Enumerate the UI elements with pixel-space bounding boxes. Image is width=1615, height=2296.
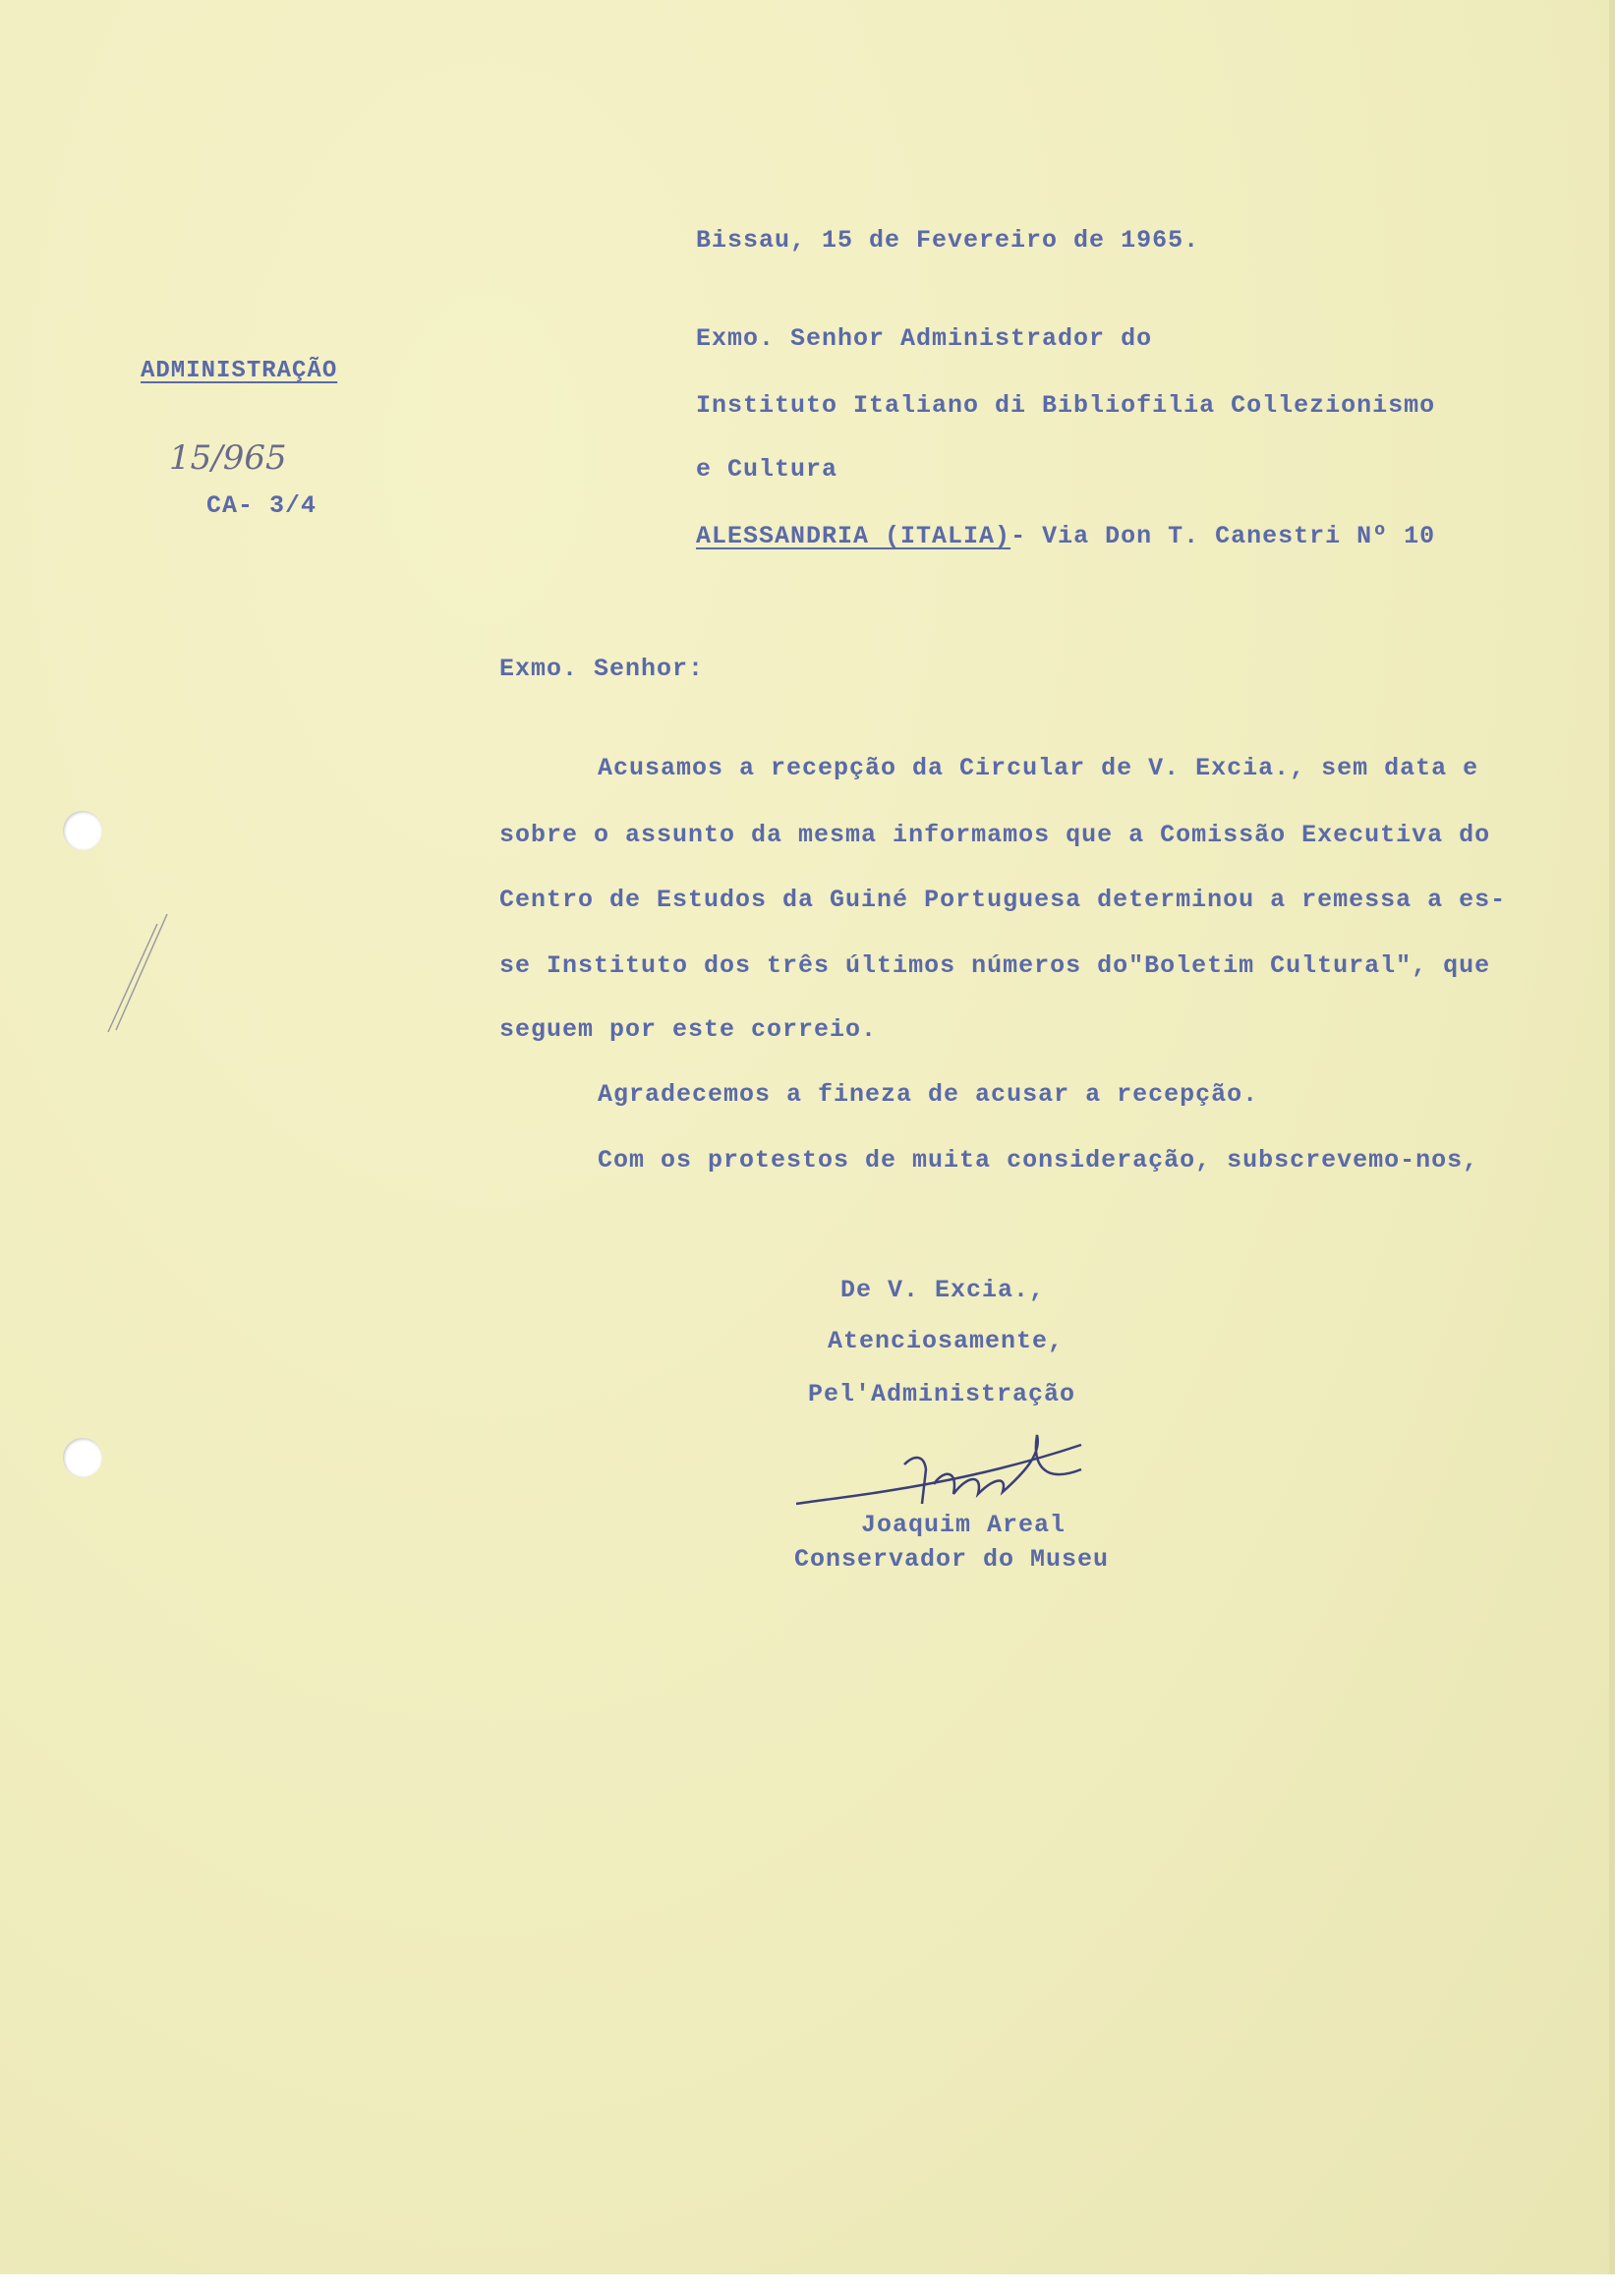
paper-right-edge xyxy=(1609,0,1615,2296)
thanks-line: Agradecemos a fineza de acusar a recepção. xyxy=(598,1080,1259,1109)
paragraph-line-3: Centro de Estudos da Guiné Portuguesa determinou a remessa a es- xyxy=(499,886,1507,914)
salutation: Exmo. Senhor: xyxy=(499,655,705,683)
date-line: Bissau, 15 de Fevereiro de 1965. xyxy=(696,226,1200,255)
closing-line-3: Pel'Administração xyxy=(808,1380,1076,1408)
signatory-name: Joaquim Areal xyxy=(861,1511,1067,1539)
addressee-line-3: e Cultura xyxy=(696,455,838,484)
paragraph-line-2: sobre o assunto da mesma informamos que a Comissão Executiva do xyxy=(499,821,1491,849)
address-line xyxy=(696,522,1435,550)
punch-hole-bottom xyxy=(63,1438,102,1477)
address-street: - Via Don T. Canestri Nº 10 xyxy=(1010,522,1436,550)
paragraph-line-4: se Instituto dos três últimos números do"Boletim Cultural", que xyxy=(499,951,1491,980)
pencil-mark xyxy=(98,904,177,1042)
margin-file-code: CA- 3/4 xyxy=(206,491,317,520)
signatory-title: Conservador do Museu xyxy=(794,1545,1110,1574)
punch-hole-top xyxy=(63,811,102,850)
closing-line-2: Atenciosamente, xyxy=(828,1327,1065,1355)
paragraph-line-1: Acusamos a recepção da Circular de V. Excia., sem data e xyxy=(598,754,1479,782)
margin-reference-number: 15/965 xyxy=(169,438,287,478)
address-city: ALESSANDRIA (ITALIA) xyxy=(696,522,1011,550)
paragraph-line-5: seguem por este correio. xyxy=(499,1015,878,1044)
closing-line-1: De V. Excia., xyxy=(840,1276,1046,1304)
addressee-line-2: Instituto Italiano di Bibliofilia Collezionismo xyxy=(696,391,1436,420)
margin-department: ADMINISTRAÇÃO xyxy=(141,358,338,384)
addressee-line-1: Exmo. Senhor Administrador do xyxy=(696,324,1153,353)
paper-bottom-edge xyxy=(0,2274,1615,2296)
regards-line: Com os protestos de muita consideração, subscrevemo-nos, xyxy=(598,1146,1479,1175)
